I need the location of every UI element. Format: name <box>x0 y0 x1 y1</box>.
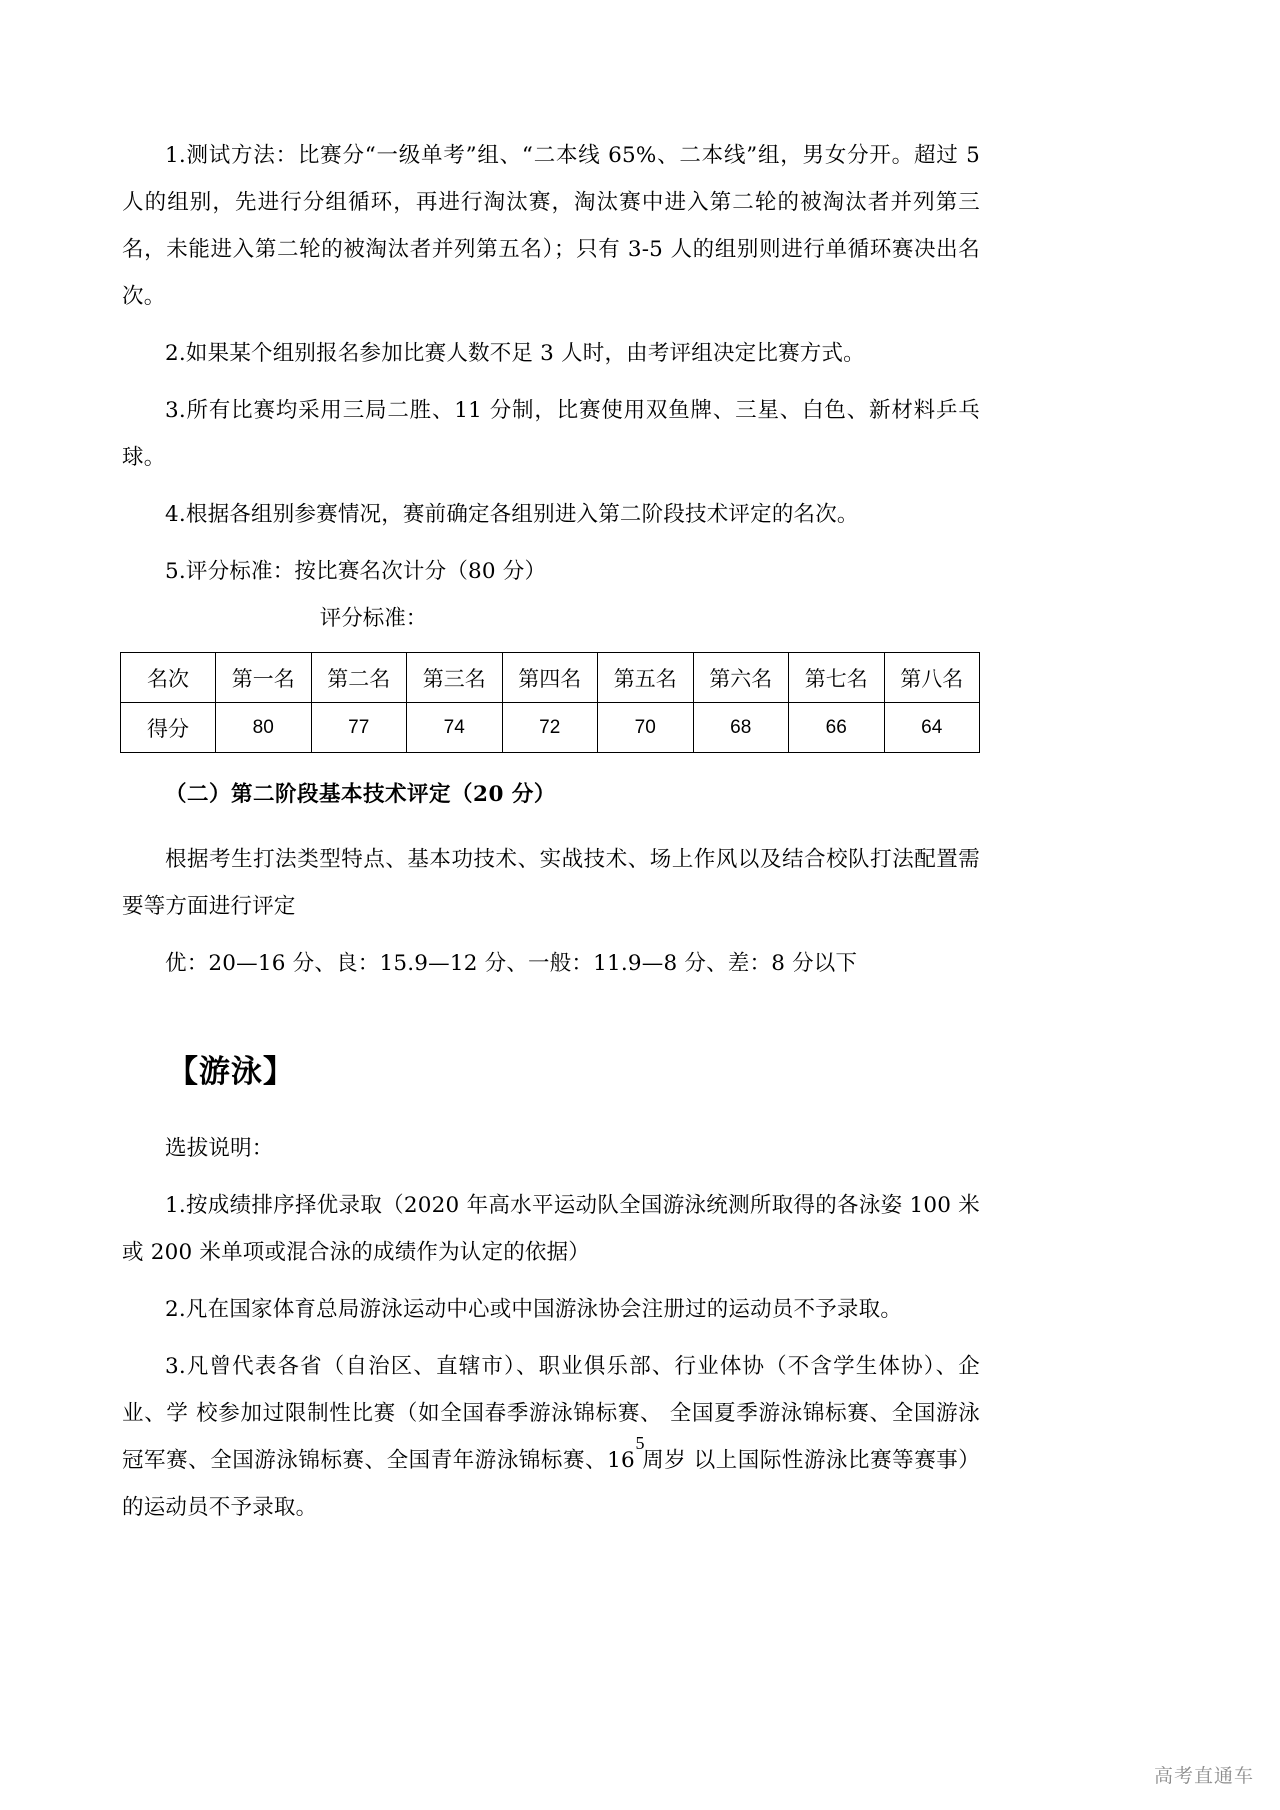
spacer <box>122 930 980 940</box>
table-header-rank-label: 名次 <box>121 653 216 703</box>
table-row-ranks <box>121 653 980 703</box>
score-table-wrapper <box>120 652 980 753</box>
spacer <box>122 753 980 771</box>
spacer <box>122 1099 980 1125</box>
table-cell-score-2: 77 <box>311 703 407 753</box>
table-cell-rank-3: 第三名 <box>407 653 503 703</box>
paragraph-scoring-standard: 5.评分标准：按比赛名次计分（80 分） <box>165 559 547 584</box>
paragraph-grade-bands: 优：20—16 分、良：15.9—12 分、一般：11.9—8 分、差：8 分以下 <box>165 951 858 976</box>
heading-stage-two: （二）第二阶段基本技术评定（20 分） <box>165 782 556 807</box>
page-content <box>122 132 980 1531</box>
heading-swimming: 【游泳】 <box>166 1054 295 1090</box>
table-cell-score-7: 66 <box>789 703 885 753</box>
spacer <box>122 818 980 836</box>
table-cell-rank-8: 第八名 <box>884 653 980 703</box>
table-cell-score-8: 64 <box>884 703 980 753</box>
spacer <box>122 320 980 330</box>
paragraph-insufficient-entrants: 2.如果某个组别报名参加比赛人数不足 3 人时，由考评组决定比赛方式。 <box>165 341 865 366</box>
paragraph-swim-ranking-basis: 1.按成绩排序择优录取（2020 年高水平运动队全国游泳统测所取得的各泳姿 100 米或 200 米单项或混合泳的成绩作为认定的依据） <box>122 1193 980 1265</box>
paragraph-advance-ranking: 4.根据各组别参赛情况，赛前确定各组别进入第二阶段技术评定的名次。 <box>165 502 859 527</box>
watermark: 高考直通车 <box>1153 1765 1254 1787</box>
table-cell-rank-7: 第七名 <box>789 653 885 703</box>
paragraph-swim-competition-exclusion: 3.凡曾代表各省（自治区、直辖市）、职业俱乐部、行业体协（不含学生体协）、企业、学 校参加过限制性比赛（如全国春季游泳锦标赛、 全国夏季游泳锦标赛、全国游泳冠军赛、全国游泳锦标赛、全国青年游泳锦标赛、16 周岁 以上国际性游泳比赛等赛事）的运动员不予录取。 <box>122 1354 980 1520</box>
table-cell-score-1: 80 <box>216 703 312 753</box>
table-cell-score-6: 68 <box>693 703 789 753</box>
paragraph-match-format: 3.所有比赛均采用三局二胜、11 分制，比赛使用双鱼牌、三星、白色、新材料乒乓球。 <box>122 398 980 470</box>
spacer <box>122 377 980 387</box>
table-cell-rank-6: 第六名 <box>693 653 789 703</box>
spacer <box>122 538 980 548</box>
paragraph-selection-note: 选拔说明： <box>165 1136 274 1161</box>
spacer <box>122 1276 980 1286</box>
table-cell-rank-1: 第一名 <box>216 653 312 703</box>
spacer <box>122 1172 980 1182</box>
table-cell-rank-5: 第五名 <box>598 653 694 703</box>
score-table-caption: 评分标准： <box>319 606 428 631</box>
spacer <box>122 987 980 1045</box>
paragraph-evaluation-aspects: 根据考生打法类型特点、基本功技术、实战技术、场上作风以及结合校队打法配置需要等方面进行评定 <box>122 847 980 919</box>
table-header-score-label: 得分 <box>121 703 216 753</box>
table-row-scores <box>121 703 980 753</box>
spacer <box>122 1333 980 1343</box>
table-cell-score-5: 70 <box>598 703 694 753</box>
score-table <box>120 652 980 753</box>
table-cell-rank-4: 第四名 <box>502 653 598 703</box>
table-cell-rank-2: 第二名 <box>311 653 407 703</box>
spacer <box>122 481 980 491</box>
table-cell-score-3: 74 <box>407 703 503 753</box>
paragraph-test-method: 1.测试方法：比赛分“一级单考”组、“二本线 65%、二本线”组，男女分开。超过 5 人的组别，先进行分组循环，再进行淘汰赛，淘汰赛中进入第二轮的被淘汰者并列第三名，未能进入第二轮的被淘汰者并列第五名）；只有 3-5 人的组别则进行单循环赛决出名次。 <box>122 143 980 309</box>
paragraph-swim-registration-exclusion: 2.凡在国家体育总局游泳运动中心或中国游泳协会注册过的运动员不予录取。 <box>165 1297 903 1322</box>
page-number: 5 <box>635 1433 645 1453</box>
table-cell-score-4: 72 <box>502 703 598 753</box>
